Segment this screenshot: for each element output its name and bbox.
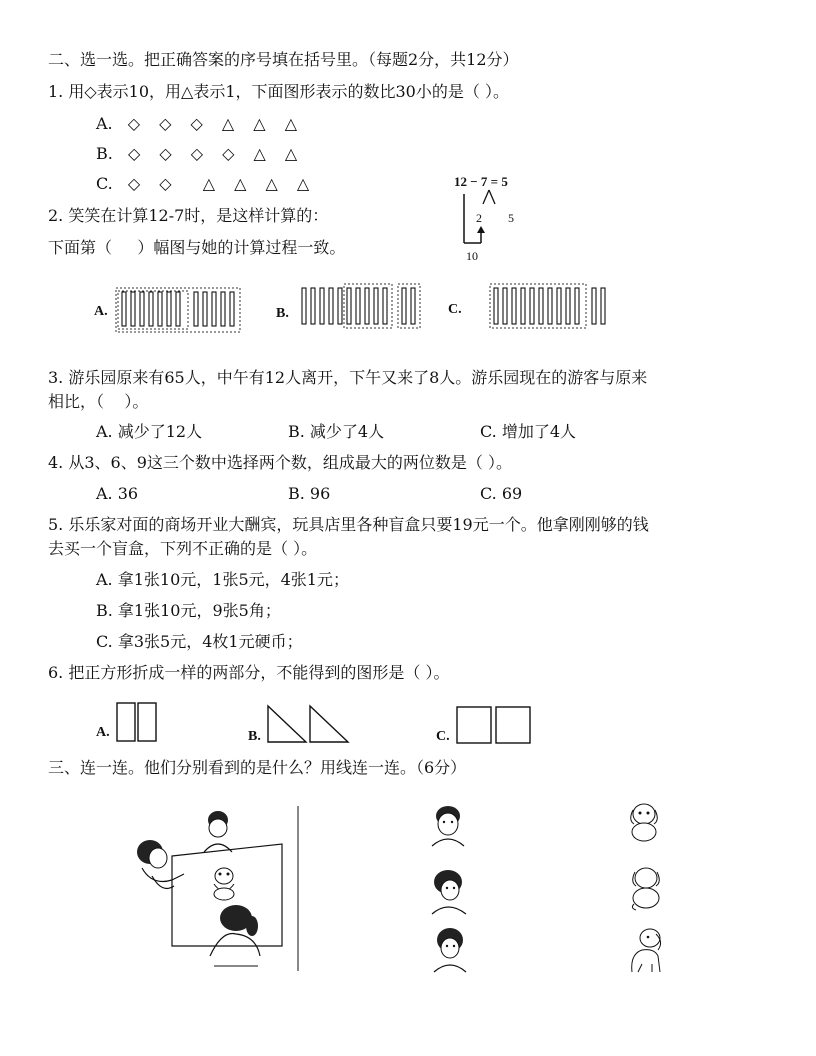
stick: [194, 292, 198, 326]
q6-label-a: A.: [96, 725, 110, 740]
stick: [494, 288, 498, 324]
q1-option-b: [96, 144, 304, 164]
q4-option-a: A. 36: [96, 484, 139, 503]
q2-label-c: C.: [448, 302, 462, 317]
stick: [521, 288, 525, 324]
q2-figure-b: [298, 282, 423, 332]
q2-label-a: A.: [94, 304, 108, 319]
option-letter: A.: [96, 114, 113, 133]
q6-figure-c: [454, 704, 534, 748]
q3-option-a: A. 减少了12人: [96, 422, 203, 441]
q6-label-b: B.: [248, 729, 261, 744]
stick: [592, 288, 596, 324]
child-top: [204, 811, 232, 852]
dog-view-back: [626, 864, 666, 910]
calc-split-b: 5: [508, 211, 514, 225]
stick: [329, 288, 333, 324]
stick: [503, 288, 507, 324]
q2-figure-a: [114, 284, 244, 334]
stick: [158, 292, 162, 326]
stick: [338, 288, 342, 324]
q1-stem: 1. 用◇表示10，用△表示1，下面图形表示的数比30小的是（ ）。: [48, 82, 509, 101]
q6-stem: 6. 把正方形折成一样的两部分，不能得到的图形是（ ）。: [48, 663, 450, 682]
dog-view-front: [624, 800, 664, 844]
child-left: [137, 840, 184, 888]
q3-option-b: B. 减少了4人: [288, 422, 385, 441]
q5-stem-line2: 去买一个盲盒，下列不正确的是（ ）。: [48, 539, 318, 558]
stick: [311, 288, 315, 324]
q3-option-c: C. 增加了4人: [480, 422, 577, 441]
child-bottom: [210, 905, 260, 966]
calc-bottom: 10: [466, 249, 478, 263]
q4-option-b: B. 96: [288, 484, 331, 503]
q1-option-c: [96, 174, 316, 194]
stick: [356, 288, 360, 324]
section2-title: 二、选一选。把正确答案的序号填在括号里。（每题2分，共12分）: [48, 50, 519, 69]
stick: [402, 288, 406, 324]
face-girl-2: [428, 868, 468, 914]
stick: [212, 292, 216, 326]
stick: [566, 288, 570, 324]
q5-option-c: C. 拿3张5元，4枚1元硬币；: [96, 632, 303, 651]
stick: [203, 292, 207, 326]
q4-stem: 4. 从3、6、9这三个数中选择两个数，组成最大的两位数是（ ）。: [48, 453, 512, 472]
stick: [167, 292, 171, 326]
q2-stem-line2: 下面第（ ）幅图与她的计算过程一致。: [48, 238, 346, 257]
stick: [302, 288, 306, 324]
option-letter: B.: [96, 144, 113, 163]
shape-sequence: ◇ ◇ ◇ △ △ △: [127, 114, 304, 133]
stick: [512, 288, 516, 324]
q2-stem-line1: 2. 笑笑在计算12-7时，是这样计算的：: [48, 206, 329, 225]
stick: [122, 292, 126, 326]
stick: [221, 292, 225, 326]
stick: [557, 288, 561, 324]
stick: [140, 292, 144, 326]
q5-stem-line1: 5. 乐乐家对面的商场开业大酬宾，玩具店里各种盲盒只要19元一个。他拿刚刚够的钱: [48, 515, 649, 534]
q1-option-a: [96, 114, 304, 134]
q2-calc-diagram: [450, 170, 550, 265]
face-girl-3: [430, 926, 470, 972]
q6-figure-a: [114, 700, 164, 744]
q2-label-b: B.: [276, 306, 289, 321]
stick: [539, 288, 543, 324]
stick: [149, 292, 153, 326]
shape-sequence: ◇ ◇ ◇ ◇ △ △: [127, 144, 305, 163]
section3-title: 三、连一连。他们分别看到的是什么？用线连一连。（6分）: [48, 758, 467, 777]
q6-figure-b: [264, 702, 360, 746]
dog-view-side: [624, 926, 668, 974]
shape-sequence: ◇ ◇ △ △ △ △: [127, 174, 317, 193]
stick: [411, 288, 415, 324]
stick: [530, 288, 534, 324]
face-boy-1: [428, 804, 468, 846]
group-outline: [398, 284, 420, 328]
calc-split-a: 2: [476, 211, 482, 225]
stick: [374, 288, 378, 324]
q3-stem-line2: 相比，（ ）。: [48, 392, 149, 411]
calc-arrows: [450, 170, 550, 265]
scene-illustration: [132, 806, 302, 976]
calc-expression: 12 − 7 = 5: [454, 174, 508, 189]
q5-option-b: B. 拿1张10元，9张5角；: [96, 601, 281, 620]
dog: [214, 868, 234, 900]
stick: [176, 292, 180, 326]
stick: [601, 288, 605, 324]
q4-option-c: C. 69: [480, 484, 523, 503]
q3-stem-line1: 3. 游乐园原来有65人，中午有12人离开，下午又来了8人。游乐园现在的游客与原来: [48, 368, 648, 387]
stick: [548, 288, 552, 324]
q6-label-c: C.: [436, 729, 450, 744]
stick: [131, 292, 135, 326]
stick: [347, 288, 351, 324]
q5-option-a: A. 拿1张10元，1张5元，4张1元；: [96, 570, 349, 589]
stick: [320, 288, 324, 324]
option-letter: C.: [96, 174, 113, 193]
group-outline: [490, 284, 586, 328]
stick: [230, 292, 234, 326]
stick: [365, 288, 369, 324]
q2-figure-c: [488, 282, 613, 332]
stick: [383, 288, 387, 324]
stick: [575, 288, 579, 324]
